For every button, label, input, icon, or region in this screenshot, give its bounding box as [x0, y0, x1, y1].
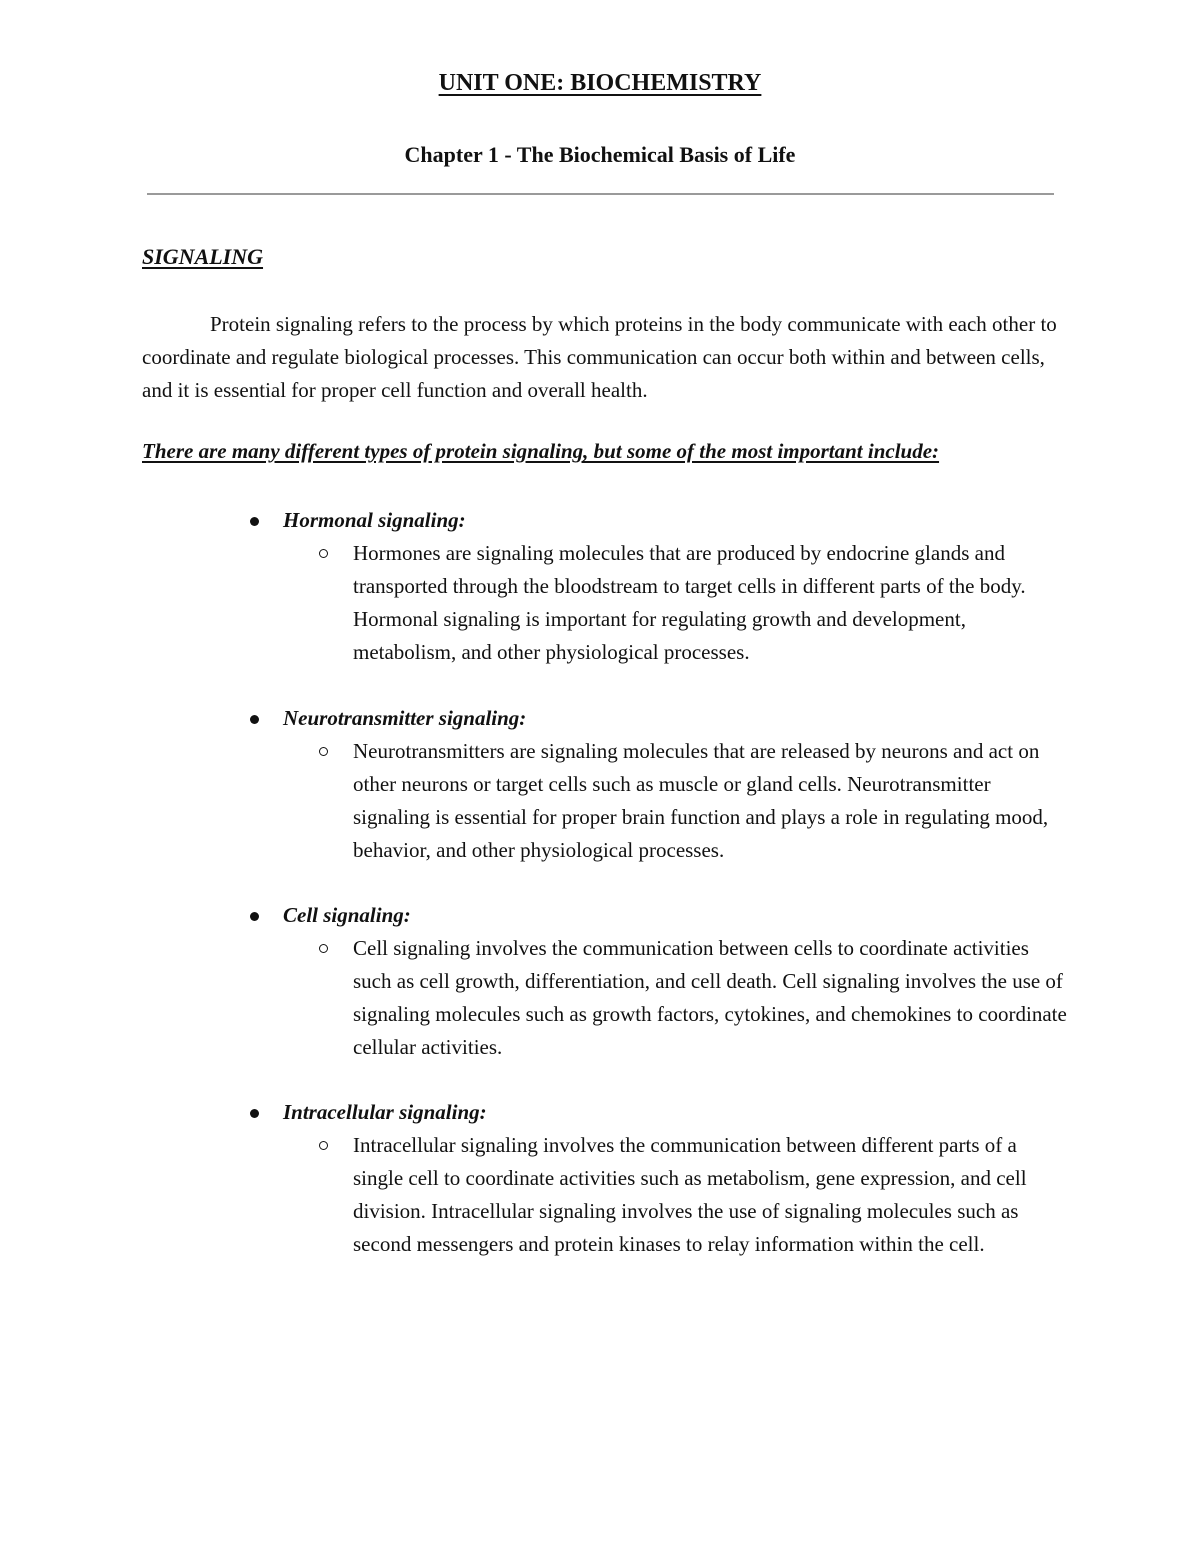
divider-line — [147, 193, 1054, 195]
hollow-bullet-icon — [319, 1141, 328, 1150]
bullet-icon — [250, 715, 259, 724]
signaling-type-label: Neurotransmitter signaling: — [283, 706, 527, 730]
chapter-title: Chapter 1 - The Biochemical Basis of Life — [404, 142, 796, 167]
section-heading: SIGNALING — [142, 244, 264, 269]
bullet-icon — [250, 912, 259, 921]
unit-title: UNIT ONE: BIOCHEMISTRY — [438, 70, 762, 96]
signaling-type-description: Hormones are signaling molecules that are produced by endocrine glands and transported through the bloodstream to target cells in different parts of the body. Hormonal signaling is important for regulating growth and development, metabolism, and other physiological processes. — [353, 541, 1026, 664]
signaling-type-label: Cell signaling: — [283, 903, 411, 927]
signaling-type-label: Intracellular signaling: — [283, 1100, 487, 1124]
bullet-icon — [250, 1109, 259, 1118]
signaling-type-description: Intracellular signaling involves the communication between different parts of a single cell to coordinate activities such as metabolism, gene expression, and cell division. Intracellular signaling involves the use of signaling molecules such as second messengers and protein kinases to relay information within the cell. — [353, 1133, 1027, 1256]
signaling-type-description: Neurotransmitters are signaling molecules that are released by neurons and act on other neurons or target cells such as muscle or gland cells. Neurotransmitter signaling is essential for proper brain function and plays a role in regulating mood, behavior, and other physiological processes. — [353, 739, 1049, 862]
hollow-bullet-icon — [319, 944, 328, 953]
bullet-icon — [250, 517, 259, 526]
hollow-bullet-icon — [319, 747, 328, 756]
signaling-type-label: Hormonal signaling: — [283, 508, 466, 532]
intro-paragraph: Protein signaling refers to the process by which proteins in the body communicate with each other to coordinate and regulate biological processes. This communication can occur both within and between cells, and it is essential for proper cell function and overall health. — [142, 312, 1057, 402]
signaling-type-description: Cell signaling involves the communication between cells to coordinate activities such as cell growth, differentiation, and cell death. Cell signaling involves the use of signaling molecules such as growth factors, cytokines, and chemokines to coordinate cellular activities. — [353, 936, 1067, 1059]
hollow-bullet-icon — [319, 549, 328, 558]
types-heading: There are many different types of protein signaling, but some of the most important include: — [142, 439, 940, 463]
